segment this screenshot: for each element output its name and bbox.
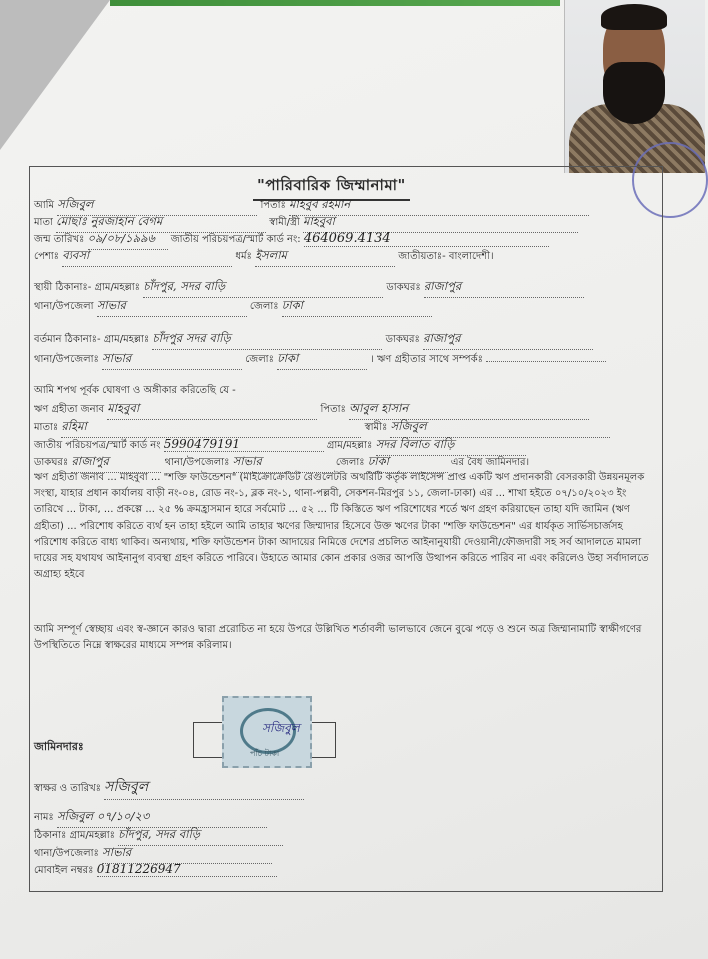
guarantor-sign-row: স্বাক্ষর ও তারিখঃ সজিবুল (34, 775, 304, 800)
row-name: আমি সজিবুল পিতাঃ মাহবুব রহমান (34, 196, 589, 216)
row-present-thana: থানা/উপজেলাঃ সাভার জেলাঃ ঢাকা । ঋণ গ্রহীতার সাথে সম্পর্কঃ (34, 350, 606, 370)
row-borrower: ঋণ গ্রহীতা জনাব মাহবুবা পিতাঃ আবুল হাসান (34, 400, 589, 420)
loan-paragraph: ঋণ গ্রহীতা জনাব ... মাহবুবা ... "শক্তি ফাউন্ডেশন" (মাইক্রোক্রেডিট রেগুলেটরি অথরিটি কর্তৃক লাইসেন্স প্রাপ্ত একটি ঋণ প্রদানকারী বেসরকারী উন্নয়নমূলক সংস্থা, যাহার প্রধান কার্যালয় বাড়ী নং-০৪, রোড নং-১, ব্লক নং-১, থানা-পল্লবী, সেকশন-মিরপুর ১১, জেলা-ঢাকা) এর ... শাখা হইতে ০৭/১০/২০২৩ ইং তারিখে ... টাকা, ... প্রকল্পে ... ২৫ % ক্রমহ্রাসমান হারে সর্বমোট ... ৫২ ... টি কিস্তিতে ঋণ পরিশোধের শর্তে ঋণ গ্রহণ করিয়াছেন তাহা যদি জামিন (ঋণ গ্রহীতা) ... পরিশোধ করিতে ব্যর্থ হন তাহা হইলে আমি তাহার ঋণের জিম্মাদার হিসেবে উক্ত ঋণের টাকা "শক্তি ফাউন্ডেশন" এর ধার্যকৃত সার্ভিসচার্জসহ পরিশোধ করিতে বাধ্য থাকিব। অন্যথায়, শক্তি ফাউন্ডেশন টাকা আদায়ের নিমিত্তে দেশের প্রচলিত আইনানুযায়ী দেওয়ানী/ফৌজদারী সহ সর্ব আদালতে মামলা দায়ের সহ যথাযথ আইনানুগ ব্যবস্থা গ্রহণ করিতে পারিবে। উহাতে আমার কোন প্রকার ওজর আপত্তি উত্থাপন করিতে পারিব না এবং করিলেও উহা সর্বাদালতে অগ্রাহ্য হইবে (34, 472, 649, 581)
document-title: "পারিবারিক জিম্মানামা" (253, 174, 410, 201)
row-borrower-mother: মাতাঃ রহিমা স্বামীঃ সজিবুল (34, 418, 610, 438)
green-edge (110, 0, 560, 6)
guarantor-address-row: ঠিকানাঃ গ্রাম/মহল্লাঃ চাঁদপুর, সদর বাড়ি (34, 826, 283, 846)
stamp-label: পাঁচ টাকা (250, 749, 280, 758)
declaration-intro: আমি শপথ পূর্বক ঘোষণা ও অঙ্গীকার করিতেছি যে - (34, 385, 236, 396)
row-borrower-address: ডাকঘরঃ রাজাপুর থানা/উপজেলাঃ সাভার জেলাঃ ঢাকা এর বৈধ জামিনদার। (34, 453, 529, 473)
row-occupation: পেশাঃ ব্যবসা ধর্মঃ ইসলাম জাতীয়তাঃ- বাংলাদেশী। (34, 247, 494, 267)
stamp-signature: সজিবুল (262, 721, 300, 735)
folded-corner (0, 0, 110, 150)
guarantor-mobile-row: মোবাইল নম্বরঃ 01811226947 (34, 862, 277, 880)
row-permanent-thana: থানা/উপজেলা সাভার জেলাঃ ঢাকা (34, 297, 432, 317)
row-present-address: বর্তমান ঠিকানাঃ- গ্রাম/মহল্লাঃ চাঁদপুর সদর বাড়ি ডাকঘরঃ রাজাপুর (34, 330, 593, 350)
row-permanent-address: স্থায়ী ঠিকানাঃ- গ্রাম/মহল্লাঃ চাঁদপুর, সদর বাড়ি ডাকঘরঃ রাজাপুর (34, 278, 584, 298)
revenue-stamp (222, 696, 312, 768)
row-dob: জন্ম তারিখঃ ০৯/০৮/১৯৯৬ জাতীয় পরিচয়পত্র/স্মার্ট কার্ড নং: 464069.4134 (34, 230, 549, 250)
guarantor-thana-row: থানা/উপজেলাঃ সাভার (34, 844, 272, 864)
row-borrower-nid: জাতীয় পরিচয়পত্র/স্মার্ট কার্ড নং 5990479191 গ্রাম/মহল্লাঃ সদর বিলাত বাড়ি (34, 436, 526, 456)
guarantor-heading: জামিনদারঃ (34, 740, 84, 753)
guarantor-name-row: নামঃ সজিবুল ০৭/১০/২৩ (34, 808, 267, 828)
row-mother: মাতা মোছাঃ নুরজাহান বেগম স্বামী/স্ত্রী মাহবুবা (34, 213, 578, 233)
consent-paragraph: আমি সম্পূর্ণ স্বেচ্ছায় এবং স্ব-জ্ঞানে কারও দ্বারা প্ররোচিত না হয়ে উপরে উল্লিখিত শর্তাবলী ভালভাবে জেনে বুঝে পড়ে ও শুনে অত্র জিম্মানামাটি স্বাক্ষীগণের উপস্থিতিতে নিম্নে স্বাক্ষরের মাধ্যমে সম্পন্ন করিলাম। (34, 624, 642, 652)
